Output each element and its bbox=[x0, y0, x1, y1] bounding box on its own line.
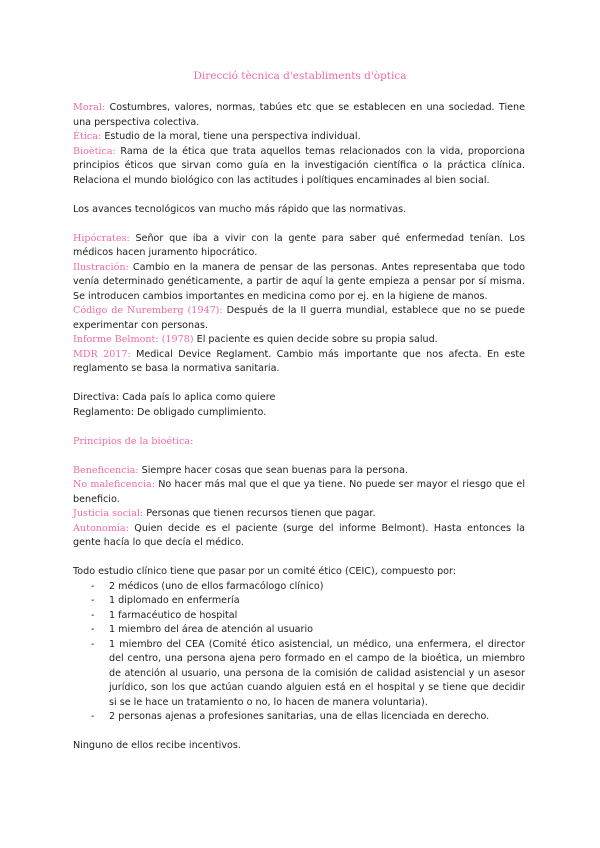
history-belmont bbox=[73, 333, 525, 348]
avances-paragraph: Los avances tecnológicos van mucho más rápido que las normativas. bbox=[73, 203, 407, 215]
list-item-text: 2 médicos (uno de ellos farmacólogo clínico) bbox=[109, 580, 324, 592]
document-body bbox=[73, 101, 525, 754]
history-mdr bbox=[73, 348, 525, 377]
directiva-line: Directiva: Cada país lo aplica como quiere bbox=[73, 392, 276, 403]
list-item bbox=[91, 623, 525, 638]
history-mdr-text: Medical Device Reglament. Cambio más importante que nos afecta. En este reglamento se basa la normativa sanitaria. bbox=[73, 348, 526, 374]
definition-etica bbox=[73, 130, 525, 145]
definition-moral bbox=[73, 101, 525, 130]
principle-justicia-text: Personas que tienen recursos tienen que pagar. bbox=[143, 508, 376, 519]
principle-justicia bbox=[73, 507, 525, 522]
dash-bullet-icon: - bbox=[91, 638, 95, 650]
term-mdr: MDR 2017: bbox=[73, 348, 131, 360]
definition-bioetica bbox=[73, 145, 525, 189]
history-ilustracion bbox=[73, 261, 525, 305]
dash-bullet-icon: - bbox=[91, 609, 95, 621]
dash-bullet-icon: - bbox=[91, 580, 95, 592]
list-item-text: 1 diplomado en enfermería bbox=[109, 595, 240, 606]
history-belmont-text: El paciente es quien decide sobre su propia salud. bbox=[193, 334, 438, 345]
term-hipocrates: Hipócrates: bbox=[73, 232, 130, 244]
history-nuremberg bbox=[73, 304, 525, 333]
estudio-intro: Todo estudio clínico tiene que pasar por un comité ético (CEIC), compuesto por: bbox=[73, 566, 457, 577]
term-bioetica: Bioètica: bbox=[73, 145, 116, 157]
history-ilustracion-text: Cambio en la manera de pensar de las personas. Antes representaba que todo venía determinado genéticamente, a partir de aquí la gente empieza a pensar por sí misma. Se introducen cambios importantes en medicina como por ej. en la higiene de manos. bbox=[73, 261, 525, 302]
history-hipocrates-text: Señor que iba a vivir con la gente para saber qué enfermedad tenían. Los médicos hacen juramento hipocrático. bbox=[73, 232, 525, 258]
document-title: Direcció tècnica d'establiments d'òptica bbox=[193, 70, 407, 82]
definition-etica-text: Estudio de la moral, tiene una perspectiva individual. bbox=[101, 131, 361, 142]
dash-bullet-icon: - bbox=[91, 595, 95, 606]
principle-autonomia-text: Quien decide es el paciente (surge del informe Belmont). Hasta entonces la gente hacía lo que decía el médico. bbox=[73, 522, 525, 548]
principle-beneficencia-text: Siempre hacer cosas que sean buenas para la persona. bbox=[138, 464, 408, 476]
principle-autonomia bbox=[73, 522, 525, 551]
definition-moral-text: Costumbres, valores, normas, tabúes etc que se establecen en una sociedad. Tiene una perspectiva colectiva. bbox=[73, 102, 525, 128]
committee-list bbox=[73, 580, 525, 725]
dash-bullet-icon: - bbox=[91, 624, 95, 635]
term-beneficencia: Beneficencia: bbox=[73, 464, 139, 476]
list-item bbox=[91, 609, 525, 624]
term-autonomia: Autonomía: bbox=[73, 522, 129, 534]
history-hipocrates bbox=[73, 232, 525, 261]
principle-no-maleficencia bbox=[73, 478, 525, 507]
principle-beneficencia bbox=[73, 464, 525, 479]
term-moral: Moral: bbox=[73, 102, 106, 113]
list-item bbox=[91, 710, 525, 725]
definition-bioetica-text: Rama de la ética que trata aquellos temas relacionados con la vida, proporciona principios éticos que sirvan como guía en la investigación científica o la práctica clínica. Relaciona el mundo biológico con las actitudes i polítiques encaminades al bien social. bbox=[73, 145, 525, 186]
term-belmont: Informe Belmont: (1978) bbox=[73, 334, 194, 345]
list-item bbox=[91, 594, 525, 609]
reglamento-line: Reglamento: De obligado cumplimiento. bbox=[73, 406, 267, 418]
list-item-text: 1 miembro del CEA (Comité ético asistencial, un médico, una enfermera, el director del centro, una persona ajena pero formado en el campo de la bioética, un miembro de atención al usuario, una persona de la comisión de calidad asistencial y un asesor jurídico, son los que actúan cuando alguien está en el hospital y se tiene que decidir si se le hace un tratamiento o no, lo hacen de manera voluntaria). bbox=[109, 638, 525, 708]
list-item bbox=[91, 580, 525, 595]
list-item-text: 2 personas ajenas a profesiones sanitarias, una de ellas licenciada en derecho. bbox=[109, 711, 490, 722]
dash-bullet-icon: - bbox=[91, 711, 95, 722]
term-nuremberg: Código de Nuremberg (1947): bbox=[73, 305, 223, 316]
term-justicia: Justicia social: bbox=[73, 508, 144, 519]
principios-heading: Principios de la bioética: bbox=[73, 435, 194, 447]
principle-no-maleficencia-text: No hacer más mal que el que ya tiene. No puede ser mayor el riesgo que el beneficio. bbox=[73, 479, 525, 505]
term-etica: Ética: bbox=[73, 131, 102, 142]
history-nuremberg-text: Después de la II guerra mundial, establece que no se puede experimentar con personas. bbox=[73, 305, 525, 331]
term-ilustracion: Ilustración: bbox=[73, 261, 129, 273]
ninguno-line: Ninguno de ellos recibe incentivos. bbox=[73, 740, 241, 751]
list-item-text: 1 farmacéutico de hospital bbox=[109, 609, 238, 621]
list-item-text: 1 miembro del área de atención al usuario bbox=[109, 624, 314, 635]
list-item bbox=[91, 638, 525, 711]
term-no-maleficencia: No maleficencia: bbox=[73, 479, 155, 490]
